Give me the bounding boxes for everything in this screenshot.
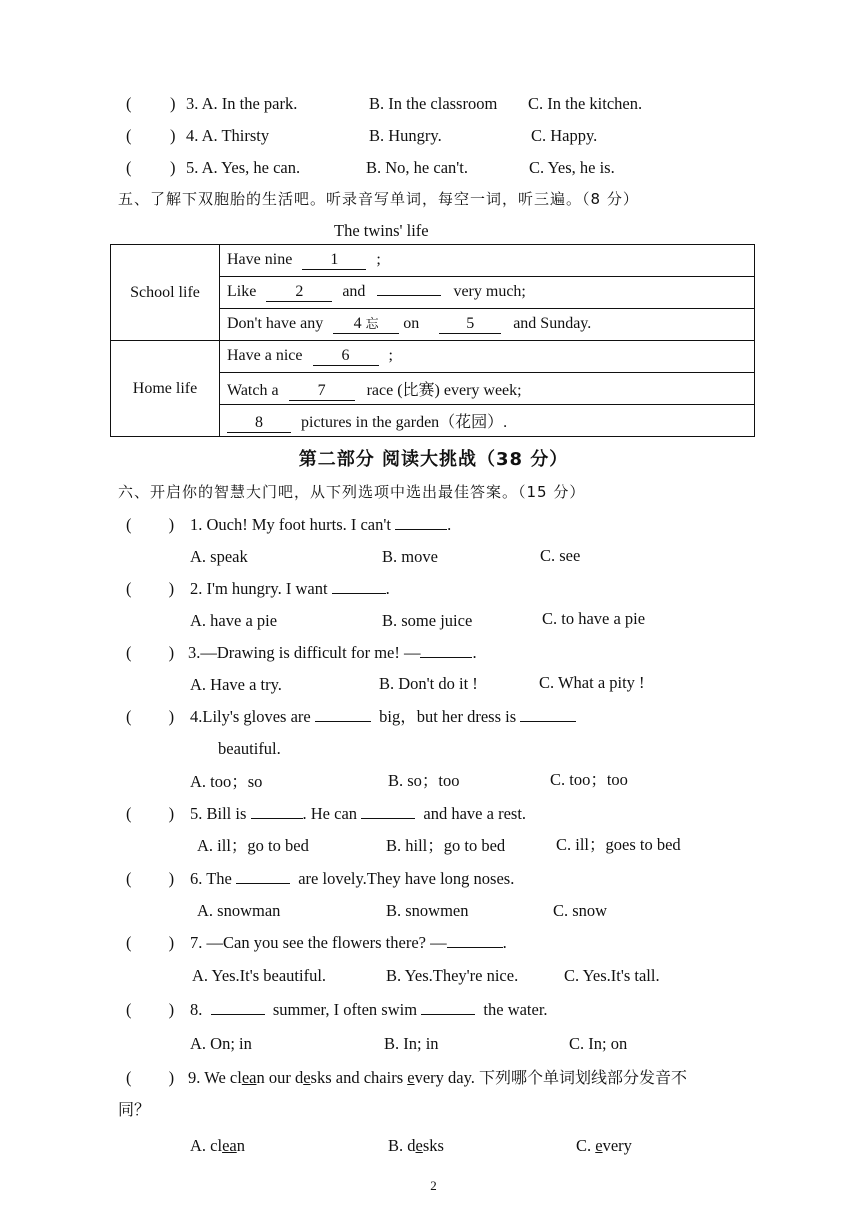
question-stem bbox=[190, 578, 390, 600]
blank[interactable] bbox=[211, 1014, 265, 1015]
stem-end: . bbox=[385, 579, 390, 598]
question-stem bbox=[188, 1067, 687, 1089]
answer-paren[interactable]: ( ) bbox=[126, 579, 175, 598]
blank[interactable] bbox=[251, 818, 303, 819]
option-b: B. snowmen bbox=[386, 901, 469, 920]
blank[interactable] bbox=[421, 1014, 475, 1015]
option-a: A. On; in bbox=[190, 1034, 252, 1053]
option-c: C. see bbox=[540, 546, 581, 565]
table-row-4 bbox=[220, 341, 755, 373]
word-part: n our d bbox=[256, 1068, 304, 1087]
option-c: C. too；too bbox=[550, 770, 628, 789]
question-stem bbox=[190, 803, 526, 825]
answer-paren-close: ) bbox=[170, 94, 176, 113]
table-row-2 bbox=[220, 277, 755, 309]
row-text: Have a nice bbox=[227, 347, 303, 364]
question-text: 4. A. Thirsty bbox=[186, 126, 270, 145]
answer-paren[interactable]: ( ) bbox=[126, 933, 175, 952]
row-text: Have nine bbox=[227, 251, 293, 268]
option-c: C. In; on bbox=[569, 1034, 628, 1053]
underlined-part: e bbox=[595, 1136, 603, 1155]
stem-text: 3.—Drawing is difficult for me! — bbox=[188, 643, 421, 662]
blank-4[interactable] bbox=[333, 315, 399, 334]
stem-text: 5. Bill is bbox=[190, 804, 247, 823]
question-stem bbox=[190, 514, 451, 536]
blank-6[interactable]: 6 bbox=[313, 347, 379, 366]
option-a: A. speak bbox=[190, 547, 248, 566]
option-a bbox=[190, 1135, 245, 1157]
row-text: Don't have any bbox=[227, 315, 324, 332]
underlined-part: e bbox=[415, 1136, 423, 1155]
row-text: ; bbox=[376, 251, 381, 268]
blank[interactable] bbox=[395, 529, 447, 530]
row-text: very much; bbox=[453, 283, 526, 300]
answer-paren[interactable]: ( ) bbox=[126, 1000, 175, 1019]
word-part: We cl bbox=[204, 1068, 242, 1087]
option-b: B. Hungry. bbox=[369, 126, 442, 145]
row-text: and bbox=[342, 283, 366, 300]
option-c: C. to have a pie bbox=[542, 609, 646, 628]
blank-8[interactable]: 8 bbox=[227, 414, 291, 433]
blank-1[interactable]: 1 bbox=[302, 251, 366, 270]
underlined-part: e bbox=[407, 1068, 415, 1087]
answer-paren[interactable]: ( ) bbox=[126, 1068, 175, 1087]
row-text: and Sunday. bbox=[513, 315, 592, 332]
option-a: A. snowman bbox=[197, 901, 281, 920]
option-b: B. move bbox=[382, 547, 438, 566]
option-b: B. hill；go to bed bbox=[386, 836, 506, 855]
answer-paren[interactable]: ( ) bbox=[126, 515, 175, 534]
school-life-label: School life bbox=[111, 245, 220, 341]
part2-title: 第二部分 阅读大挑战（38 分） bbox=[298, 449, 569, 470]
option-c: C. Yes, he is. bbox=[529, 158, 615, 177]
row-text: race (比赛) every week; bbox=[366, 381, 522, 399]
option-c bbox=[576, 1135, 632, 1157]
word-part: very day. bbox=[414, 1068, 480, 1087]
question-stem bbox=[190, 706, 576, 728]
option-c: C. Yes.It's tall. bbox=[564, 966, 660, 985]
stem-end: are lovely.They have long noses. bbox=[298, 869, 515, 888]
option-b: B. some juice bbox=[382, 611, 473, 630]
option-b: B. so；too bbox=[388, 771, 460, 790]
question-stem bbox=[190, 999, 548, 1021]
chinese-instruction-cont: 同？ bbox=[118, 1100, 151, 1119]
stem-text: 8. bbox=[190, 1000, 203, 1019]
answer-paren[interactable]: ( ) bbox=[126, 643, 175, 662]
table-row-6 bbox=[220, 405, 755, 437]
word-part: sks and chairs bbox=[310, 1068, 408, 1087]
option-b: B. Yes.They're nice. bbox=[386, 966, 519, 985]
option-b: B. In; in bbox=[384, 1034, 439, 1053]
blank[interactable] bbox=[315, 721, 371, 722]
blank-2[interactable]: 2 bbox=[266, 283, 332, 302]
row-text: on bbox=[403, 315, 420, 332]
question-text: 3. A. In the park. bbox=[186, 94, 298, 113]
blank[interactable] bbox=[447, 947, 503, 948]
stem-end: the water. bbox=[483, 1000, 548, 1019]
page-number: 2 bbox=[430, 1178, 437, 1193]
option-b: B. No, he can't. bbox=[366, 158, 468, 177]
option-a: A. ill；go to bed bbox=[197, 836, 309, 855]
section6-heading: 六、开启你的智慧大门吧，从下列选项中选出最佳答案。（15 分） bbox=[118, 483, 586, 501]
question-stem bbox=[190, 932, 507, 954]
stem-end: and have a rest. bbox=[423, 804, 527, 823]
blank-3[interactable] bbox=[377, 295, 441, 296]
question-continuation: beautiful. bbox=[218, 739, 281, 758]
option-c: C. What a pity ! bbox=[539, 673, 645, 692]
underlined-part: ea bbox=[241, 1068, 257, 1087]
option-b: B. In the classroom bbox=[369, 94, 498, 113]
opt-text: very bbox=[602, 1136, 632, 1155]
answer-paren-open: ( bbox=[126, 158, 132, 177]
question-text: 5. A. Yes, he can. bbox=[186, 158, 301, 177]
opt-text: n bbox=[236, 1136, 245, 1155]
blank-5[interactable]: 5 bbox=[439, 315, 501, 334]
answer-paren-open: ( bbox=[126, 126, 132, 145]
stem-end: . bbox=[447, 515, 452, 534]
blank[interactable] bbox=[420, 657, 472, 658]
option-c: C. Happy. bbox=[531, 126, 598, 145]
answer-paren[interactable]: ( ) bbox=[126, 869, 175, 888]
option-c: C. In the kitchen. bbox=[528, 94, 643, 113]
stem-end: . bbox=[502, 933, 507, 952]
option-c: C. snow bbox=[553, 901, 608, 920]
twins-life-table bbox=[110, 244, 755, 437]
answer-paren-close: ) bbox=[170, 126, 176, 145]
option-a: A. have a pie bbox=[190, 611, 278, 630]
blank-7[interactable]: 7 bbox=[289, 382, 355, 401]
chinese-instruction: 下列哪个单词划线部分发音不 bbox=[479, 1068, 688, 1087]
option-b bbox=[388, 1135, 444, 1157]
stem-mid: big，but her dress is bbox=[379, 707, 517, 726]
table-row-5 bbox=[220, 373, 755, 405]
table-row-1 bbox=[220, 245, 755, 277]
row-text: pictures in the garden（花园）. bbox=[301, 413, 508, 431]
section5-heading: 五、了解下双胞胎的生活吧。听录音写单词，每空一词，听三遍。（8 分） bbox=[118, 190, 639, 208]
blank[interactable] bbox=[332, 593, 386, 594]
underlined-part: ea bbox=[222, 1136, 237, 1155]
option-a: A. Have a try. bbox=[190, 675, 282, 694]
table-title: The twins' life bbox=[334, 221, 429, 240]
stem-text: 1. Ouch! My foot hurts. I can't bbox=[190, 515, 391, 534]
question-stem bbox=[188, 642, 477, 664]
opt-text: A. cl bbox=[190, 1136, 223, 1155]
option-c: C. ill；goes to bed bbox=[556, 835, 681, 854]
option-a: A. Yes.It's beautiful. bbox=[192, 966, 327, 985]
stem-mid: . He can bbox=[302, 804, 358, 823]
stem-text: 7. —Can you see the flowers there? — bbox=[190, 933, 447, 952]
row-text: Watch a bbox=[227, 381, 279, 399]
answer-paren[interactable]: ( ) bbox=[126, 804, 175, 823]
underlined-part: e bbox=[303, 1068, 311, 1087]
answer-paren-open: ( bbox=[126, 94, 132, 113]
question-stem bbox=[190, 868, 514, 890]
blank[interactable] bbox=[236, 883, 290, 884]
answer-paren-close: ) bbox=[170, 158, 176, 177]
option-b: B. Don't do it ! bbox=[379, 674, 478, 693]
blank[interactable] bbox=[520, 721, 576, 722]
row-text: ; bbox=[388, 347, 393, 364]
stem-text: 6. The bbox=[190, 869, 232, 888]
opt-text: sks bbox=[422, 1136, 444, 1155]
home-life-label: Home life bbox=[111, 341, 220, 437]
answer-paren[interactable]: ( ) bbox=[126, 707, 175, 726]
q-num: 9. bbox=[188, 1068, 201, 1087]
stem-mid: summer, I often swim bbox=[272, 1000, 418, 1019]
stem-end: . bbox=[472, 643, 477, 662]
table-row-3 bbox=[220, 309, 755, 341]
option-a: A. too；so bbox=[190, 772, 263, 791]
handwritten-mark: 忘 bbox=[365, 316, 379, 331]
blank-4-value: 4 bbox=[353, 315, 362, 332]
blank[interactable] bbox=[361, 818, 415, 819]
opt-text: B. d bbox=[388, 1136, 416, 1155]
stem-text: 2. I'm hungry. I want bbox=[190, 579, 328, 598]
opt-text: C. bbox=[576, 1136, 596, 1155]
row-text: Like bbox=[227, 283, 257, 300]
stem-text: 4.Lily's gloves are bbox=[190, 707, 311, 726]
